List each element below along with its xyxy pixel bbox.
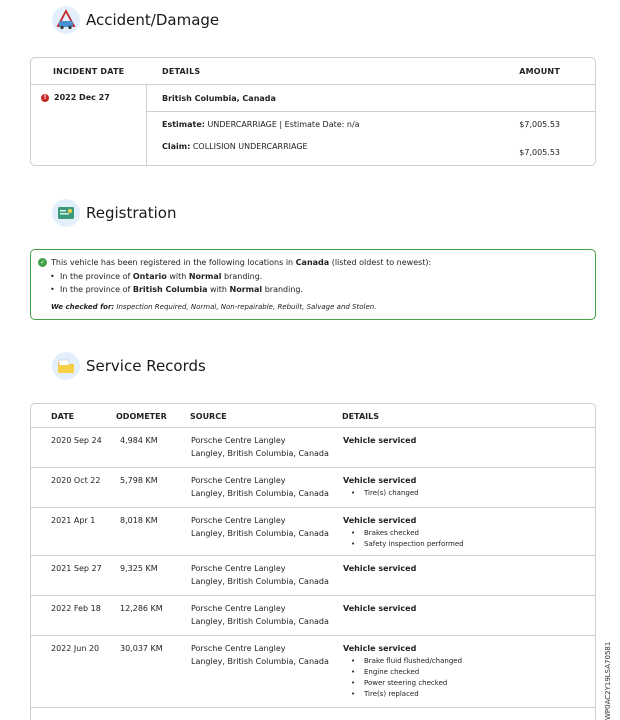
record-odometer: 8,018 KM — [120, 516, 158, 525]
claim-amount: $7,005.53 — [519, 148, 560, 157]
record-source-name: Porsche Centre Langley — [191, 644, 286, 653]
registration-intro-post: (listed oldest to newest): — [329, 258, 432, 267]
claim-label: Claim: — [162, 142, 191, 151]
registration-province: British Columbia — [132, 285, 208, 294]
checked-label: We checked for: — [51, 303, 115, 311]
registration-item-pre: In the province of — [60, 285, 133, 294]
incident-date-value: 2022 Dec 27 — [54, 93, 110, 102]
estimate-amount: $7,005.53 — [519, 120, 560, 129]
registration-section-header — [52, 199, 176, 227]
service-record-row — [31, 556, 595, 596]
estimate-label: Estimate: — [162, 120, 205, 129]
header-odometer: ODOMETER — [116, 412, 167, 421]
registration-box — [30, 249, 596, 320]
registration-item-post: branding. — [221, 272, 263, 281]
header-incident-date: INCIDENT DATE — [53, 67, 125, 76]
registration-item-post: branding. — [262, 285, 304, 294]
registration-item-mid: with — [207, 285, 230, 294]
record-date: 2020 Sep 24 — [51, 436, 102, 445]
registration-checked-for — [51, 303, 376, 311]
registration-item — [60, 285, 303, 294]
record-source-location: Langley, British Columbia, Canada — [191, 529, 329, 538]
record-detail-item: • Brakes checked — [343, 528, 464, 539]
record-detail-item: • Tire(s) replaced — [343, 689, 462, 700]
folder-icon — [52, 352, 80, 380]
registration-intro-pre: This vehicle has been registered in the following locations in — [51, 258, 296, 267]
service-table — [30, 403, 596, 720]
record-detail-item: • Tire(s) changed — [343, 488, 419, 499]
header-amount: AMOUNT — [519, 67, 560, 76]
service-record-row — [31, 468, 595, 508]
vin-sidebar — [604, 632, 616, 720]
record-source-location: Langley, British Columbia, Canada — [191, 657, 329, 666]
record-source-location: Langley, British Columbia, Canada — [191, 449, 329, 458]
record-detail-items — [343, 528, 464, 550]
registration-item-mid: with — [166, 272, 189, 281]
record-date: 2020 Oct 22 — [51, 476, 101, 485]
record-detail-item: • Engine checked — [343, 667, 462, 678]
record-odometer: 12,286 KM — [120, 604, 163, 613]
accident-section-header — [52, 6, 219, 34]
record-detail: Vehicle serviced — [343, 436, 417, 445]
claim-text: COLLISION UNDERCARRIAGE — [192, 142, 308, 151]
column-divider — [146, 85, 147, 165]
record-detail-item: • Power steering checked — [343, 678, 462, 689]
service-section-header — [52, 352, 206, 380]
service-title: Service Records — [86, 357, 206, 375]
record-detail: Vehicle serviced — [343, 476, 417, 485]
record-odometer: 9,325 KM — [120, 564, 158, 573]
record-odometer: 30,037 KM — [120, 644, 163, 653]
registration-province: Ontario — [132, 272, 167, 281]
accident-table — [30, 57, 596, 166]
record-detail-items — [343, 656, 462, 700]
record-detail-items — [343, 488, 419, 499]
record-detail: Vehicle serviced — [343, 644, 417, 653]
vin-text: WP0AC2Y19LSA70581 — [604, 641, 612, 720]
checked-text: Inspection Required, Normal, Non-repairable, Rebuilt, Salvage and Stolen. — [114, 303, 377, 311]
record-date: 2022 Feb 18 — [51, 604, 101, 613]
registration-title: Registration — [86, 204, 177, 222]
record-source-name: Porsche Centre Langley — [191, 604, 286, 613]
header-date: DATE — [51, 412, 75, 421]
service-record-row — [31, 596, 595, 636]
record-date: 2021 Sep 27 — [51, 564, 102, 573]
row-divider — [146, 111, 595, 112]
record-detail-item: • Brake fluid flushed/changed — [343, 656, 462, 667]
header-details: DETAILS — [342, 412, 379, 421]
record-date: 2022 Jun 20 — [51, 644, 100, 653]
record-source-location: Langley, British Columbia, Canada — [191, 617, 329, 626]
record-detail: Vehicle serviced — [343, 604, 417, 613]
accident-table-header — [31, 58, 595, 85]
record-odometer: 5,798 KM — [120, 476, 158, 485]
registration-country: Canada — [295, 258, 330, 267]
record-detail: Vehicle serviced — [343, 516, 417, 525]
estimate-line — [162, 120, 360, 129]
registration-branding: Normal — [188, 272, 222, 281]
registration-intro — [38, 258, 431, 267]
registration-item — [60, 272, 262, 281]
car-accident-icon — [52, 6, 80, 34]
record-detail-item: • Safety inspection performed — [343, 539, 464, 550]
record-detail: Vehicle serviced — [343, 564, 417, 573]
registration-item-pre: In the province of — [60, 272, 133, 281]
estimate-text: UNDERCARRIAGE | Estimate Date: n/a — [207, 120, 360, 129]
incident-location: British Columbia, Canada — [162, 94, 276, 103]
service-record-row — [31, 428, 595, 468]
registration-branding: Normal — [229, 285, 263, 294]
registration-map-icon — [52, 199, 80, 227]
record-source-name: Porsche Centre Langley — [191, 476, 286, 485]
record-source-name: Porsche Centre Langley — [191, 564, 286, 573]
incident-date — [41, 93, 110, 102]
service-record-row — [31, 508, 595, 556]
alert-icon: ! — [41, 94, 49, 102]
record-date: 2021 Apr 1 — [51, 516, 96, 525]
check-icon: ✓ — [39, 259, 46, 266]
header-source: SOURCE — [190, 412, 227, 421]
record-source-location: Langley, British Columbia, Canada — [191, 489, 329, 498]
service-table-header — [31, 404, 595, 428]
claim-line — [162, 142, 308, 151]
record-source-name: Porsche Centre Langley — [191, 516, 286, 525]
record-odometer: 4,984 KM — [120, 436, 158, 445]
accident-title: Accident/Damage — [86, 11, 220, 29]
service-record-row — [31, 636, 595, 708]
header-details: DETAILS — [162, 67, 201, 76]
record-source-name: Porsche Centre Langley — [191, 436, 286, 445]
record-source-location: Langley, British Columbia, Canada — [191, 577, 329, 586]
